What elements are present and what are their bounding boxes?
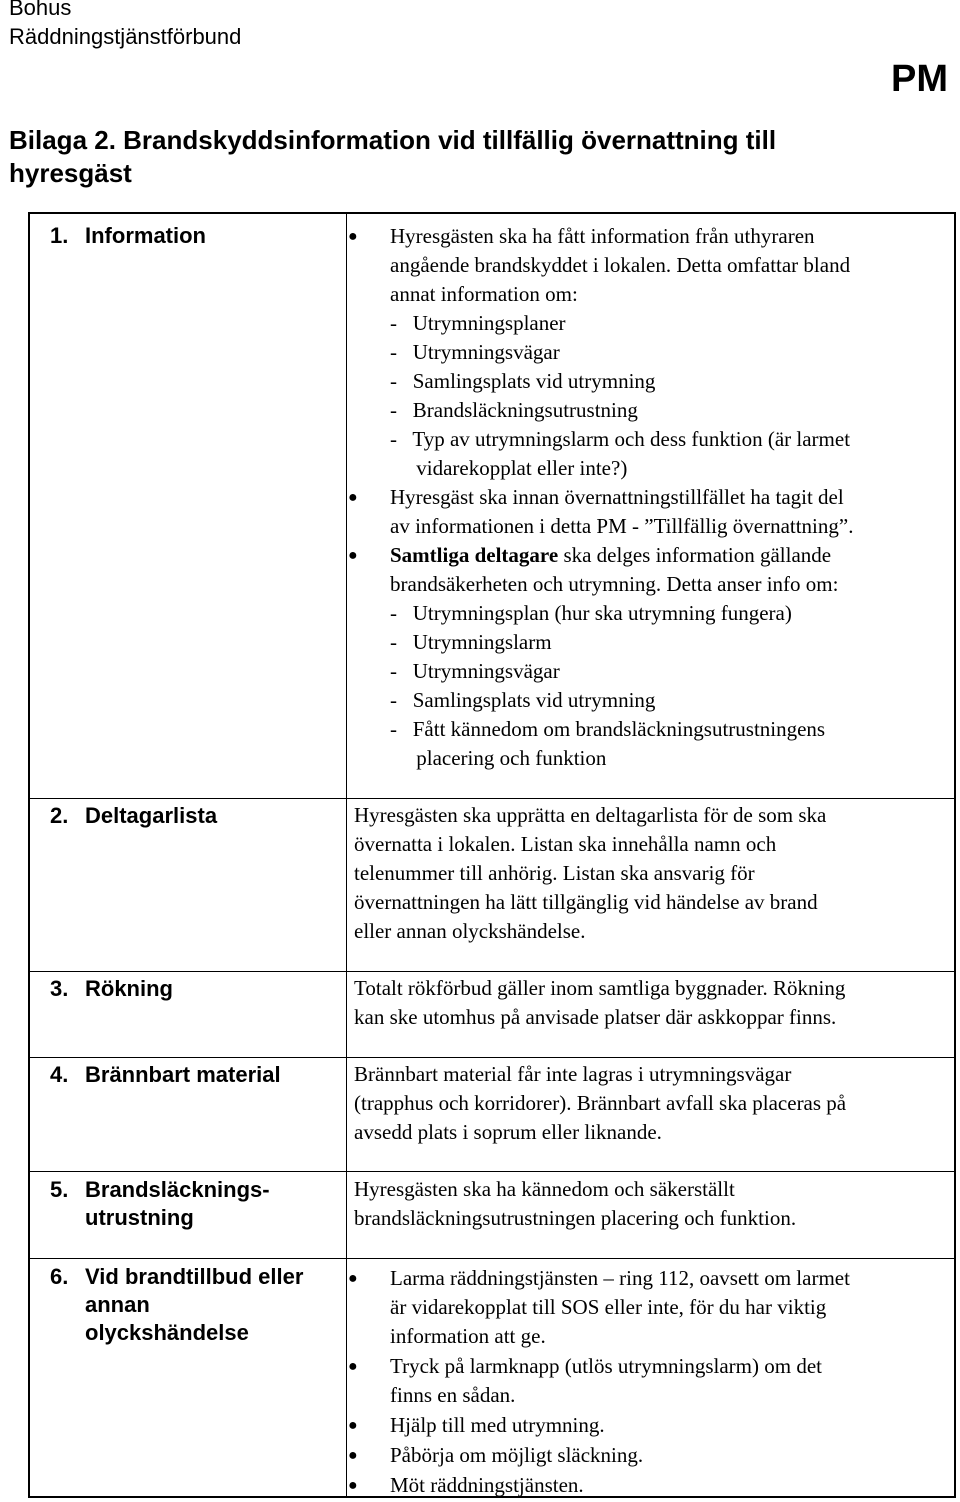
section-number: 3. — [50, 976, 69, 1001]
text-line: är vidarekopplat till SOS eller inte, för du har viktig — [390, 1295, 827, 1319]
row-divider — [30, 1258, 954, 1259]
text-line: eller annan olyckshändelse. — [354, 919, 586, 943]
section-title: Brännbart material — [85, 1062, 281, 1087]
section-number: 4. — [50, 1062, 69, 1087]
section-heading-brannbart-material — [50, 1061, 281, 1089]
text-line: finns en sådan. — [390, 1383, 516, 1407]
text-line: Hyresgästen ska ha fått information från uthyraren — [390, 224, 815, 248]
section-title-line: utrustning — [85, 1205, 194, 1230]
section-heading-vid-brandtillbud — [50, 1263, 303, 1347]
bullet-icon: ● — [348, 1477, 358, 1494]
text-line: övernattningen ha lätt tillgänglig vid händelse av brand — [354, 890, 818, 914]
text-line: (trapphus och korridorer). Brännbart avfall ska placeras på — [354, 1091, 847, 1115]
section-heading-brandslackningsutrustning — [50, 1176, 270, 1232]
section-title-line: Brandsläcknings- — [85, 1177, 270, 1202]
document-title-line2: hyresgäst — [9, 158, 132, 188]
bullet-icon: ● — [348, 489, 358, 506]
list-item: placering och funktion — [390, 746, 607, 770]
column-divider — [346, 214, 347, 1496]
section-content-brandslackningsutrustning — [354, 1175, 954, 1233]
list-item: - Fått kännedom om brandsläckningsutrustningens — [390, 717, 826, 741]
bullet-item — [390, 1471, 584, 1500]
row-divider — [30, 798, 954, 799]
section-number: 5. — [50, 1177, 69, 1202]
info-table — [28, 212, 956, 1498]
row-divider — [30, 1057, 954, 1058]
organization-name-line2: Räddningstjänstförbund — [9, 24, 242, 49]
text-line: Larma räddningstjänsten – ring 112, oavsett om larmet — [390, 1266, 850, 1290]
text-line: telenummer till anhörig. Listan ska ansvarig för — [354, 861, 755, 885]
list-item: - Brandsläckningsutrustning — [390, 398, 638, 422]
section-number: 1. — [50, 223, 69, 248]
bullet-item — [390, 1441, 643, 1470]
bullet-item — [390, 541, 838, 773]
bullet-icon: ● — [348, 547, 358, 564]
text-line: övernatta i lokalen. Listan ska innehålla namn och — [354, 832, 777, 856]
text-line — [390, 541, 838, 570]
section-title: Rökning — [85, 976, 173, 1001]
list-item: - Utrymningsvägar — [390, 659, 560, 683]
list-item: - Utrymningsplaner — [390, 311, 566, 335]
bullet-item — [390, 1352, 822, 1410]
row-divider — [30, 1171, 954, 1172]
list-item: - Utrymningsplan (hur ska utrymning fungera) — [390, 601, 792, 625]
section-number: 6. — [50, 1264, 69, 1289]
text-line: brandsläckningsutrustningen placering och funktion. — [354, 1206, 797, 1230]
section-content-rokning — [354, 974, 954, 1032]
text-line: Totalt rökförbud gäller inom samtliga byggnader. Rökning — [354, 976, 846, 1000]
section-title-line: annan — [85, 1292, 150, 1317]
text-line: Brännbart material får inte lagras i utrymningsvägar — [354, 1062, 792, 1086]
text-line: Hyresgäst ska innan övernattningstillfället ha tagit del — [390, 485, 844, 509]
text-line: Påbörja om möjligt släckning. — [390, 1443, 644, 1467]
text-line: brandsäkerheten och utrymning. Detta anser info om: — [390, 572, 839, 596]
section-title — [85, 1176, 270, 1232]
text-line: angående brandskyddet i lokalen. Detta omfattar bland — [390, 253, 851, 277]
section-title-line: olyckshändelse — [85, 1320, 249, 1345]
document-title-line1: Bilaga 2. Brandskyddsinformation vid tillfällig övernattning till — [9, 125, 777, 155]
section-content-brannbart-material — [354, 1060, 954, 1147]
section-number: 2. — [50, 803, 69, 828]
text-line: kan ske utomhus på anvisade platser där askkoppar finns. — [354, 1005, 837, 1029]
section-title — [85, 1263, 303, 1347]
section-title-line: Vid brandtillbud eller — [85, 1264, 304, 1289]
list-item: - Typ av utrymningslarm och dess funktion (är larmet — [390, 427, 851, 451]
bullet-icon: ● — [348, 228, 358, 245]
row-divider — [30, 971, 954, 972]
list-item: - Utrymningsvägar — [390, 340, 560, 364]
bullet-icon: ● — [348, 1417, 358, 1434]
text-line: av informationen i detta PM - ”Tillfällig övernattning”. — [390, 514, 854, 538]
list-item: - Samlingsplats vid utrymning — [390, 688, 656, 712]
bullet-icon: ● — [348, 1447, 358, 1464]
text-line: Hyresgästen ska upprätta en deltagarlista för de som ska — [354, 803, 827, 827]
text-line: Hyresgästen ska ha kännedom och säkerställt — [354, 1177, 735, 1201]
section-heading-rokning — [50, 975, 173, 1003]
text-line: Hjälp till med utrymning. — [390, 1413, 605, 1437]
list-item: - Samlingsplats vid utrymning — [390, 369, 656, 393]
bullet-item — [390, 1264, 850, 1351]
bullet-icon: ● — [348, 1270, 358, 1287]
bullet-item — [390, 222, 850, 483]
text-line: Tryck på larmknapp (utlös utrymningslarm) om det — [390, 1354, 822, 1378]
text-line: Möt räddningstjänsten. — [390, 1473, 584, 1497]
list-item: - Utrymningslarm — [390, 630, 552, 654]
bold-lead-text: Samtliga deltagare — [390, 543, 559, 567]
section-title: Deltagarlista — [85, 803, 218, 828]
document-title — [9, 124, 909, 190]
document-type-label: PM — [891, 58, 948, 100]
bullet-icon: ● — [348, 1358, 358, 1375]
bullet-item — [390, 1411, 605, 1440]
section-content-deltagarlista — [354, 801, 954, 946]
lead-text-rest: ska delges information gällande — [558, 543, 832, 567]
text-line: annat information om: — [390, 282, 578, 306]
list-item: vidarekopplat eller inte?) — [390, 456, 628, 480]
section-title: Information — [85, 223, 206, 248]
text-line: information att ge. — [390, 1324, 546, 1348]
section-heading-information — [50, 222, 206, 250]
organization-name-line1: Bohus — [9, 0, 72, 20]
text-line: avsedd plats i soprum eller liknande. — [354, 1120, 662, 1144]
bullet-item — [390, 483, 853, 541]
section-heading-deltagarlista — [50, 802, 217, 830]
